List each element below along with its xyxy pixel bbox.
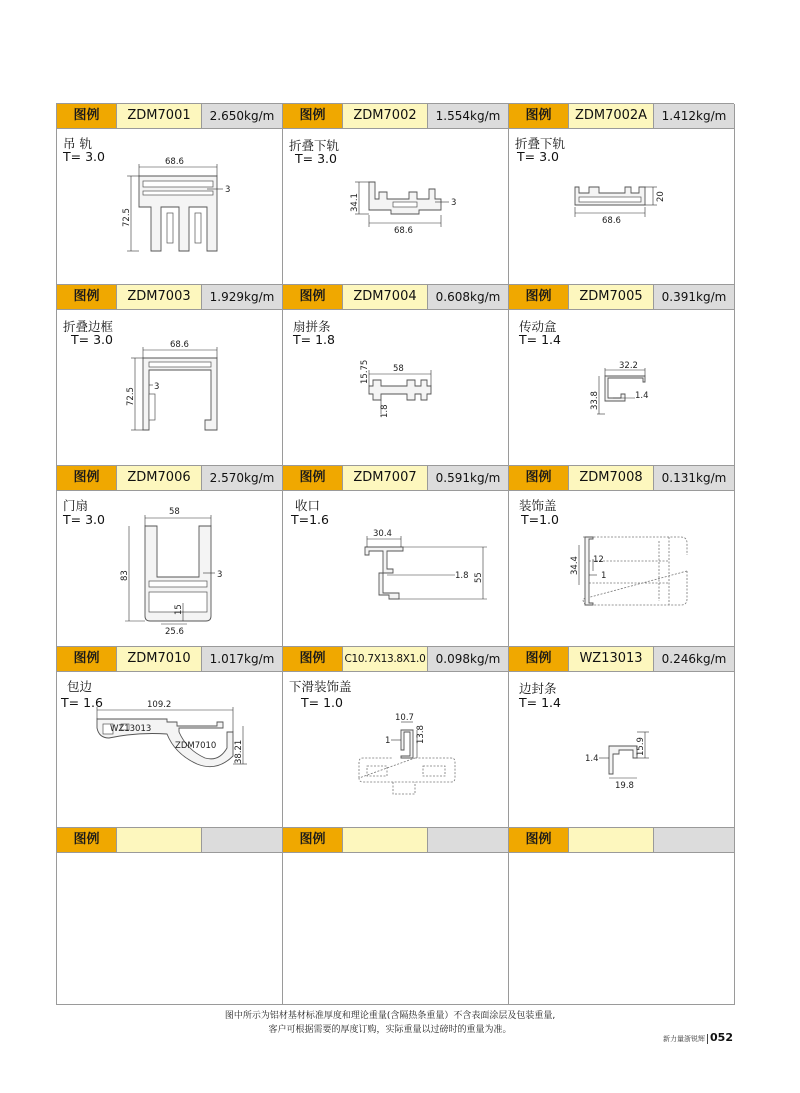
page-footer	[663, 1031, 733, 1044]
legend-label: 图例	[283, 104, 342, 128]
profile-weight: 0.391kg/m	[654, 285, 734, 309]
profile-code: WZ13013	[568, 647, 654, 671]
dim-height: 34.4	[570, 556, 580, 575]
profile-weight: 1.554kg/m	[428, 104, 508, 128]
dim-height: 83	[120, 570, 130, 581]
profile-code: ZDM7002	[342, 104, 428, 128]
cell-header	[57, 285, 282, 310]
profile-name: 传动盒	[519, 319, 557, 334]
profile-weight: 0.246kg/m	[654, 647, 734, 671]
legend-label: 图例	[283, 828, 342, 852]
profile-cell-zdm7002	[283, 104, 509, 285]
cell-header	[509, 285, 734, 310]
profile-thickness: T= 1.6	[61, 695, 103, 710]
dim-width: 109.2	[147, 700, 172, 710]
profile-code	[568, 828, 654, 852]
profile-drawing	[283, 672, 508, 827]
profile-name: 装饰盖	[519, 498, 557, 513]
page-number: 052	[710, 1031, 733, 1044]
dim-width: 68.6	[165, 157, 184, 167]
dim-height: 38.21	[234, 739, 244, 764]
profile-cell-c10	[283, 647, 509, 828]
profile-weight	[654, 828, 734, 852]
profile-thickness: T= 3.0	[63, 512, 105, 527]
dim-width: 32.2	[619, 361, 638, 371]
empty-cell-2	[283, 828, 509, 1005]
profile-weight: 2.650kg/m	[202, 104, 282, 128]
profile-code: ZDM7006	[116, 466, 202, 490]
catalog-row-5	[57, 828, 734, 1008]
legend-label: 图例	[509, 285, 568, 309]
cell-header	[509, 647, 734, 672]
catalog-row-3	[57, 466, 734, 646]
profile-weight: 1.929kg/m	[202, 285, 282, 309]
dim-width: 30.4	[373, 529, 392, 539]
divider	[707, 1034, 708, 1044]
profile-drawing	[509, 129, 734, 284]
empty-cell-1	[57, 828, 283, 1005]
profile-code: ZDM7002A	[568, 104, 654, 128]
dim-width: 10.7	[395, 713, 414, 723]
profile-cell-zdm7008	[509, 466, 735, 647]
profile-name: 包边	[67, 679, 93, 694]
catalog-row-2	[57, 285, 734, 465]
cell-header	[509, 466, 734, 491]
profile-thickness: T= 1.8	[293, 332, 335, 347]
profile-name: 吊 轨	[63, 136, 92, 151]
profile-drawing	[57, 310, 282, 465]
profile-code	[342, 828, 428, 852]
profile-drawing	[283, 310, 508, 465]
legend-label: 图例	[57, 647, 116, 671]
profile-weight	[202, 828, 282, 852]
profile-cell-zdm7001	[57, 104, 283, 285]
profile-drawing	[509, 310, 734, 465]
profile-drawing	[57, 491, 282, 646]
dim-thickness: 1.8	[455, 571, 469, 581]
profile-code	[116, 828, 202, 852]
profile-code: C10.7X13.8X1.0	[342, 647, 428, 671]
profile-thickness: T=1.0	[521, 512, 559, 527]
profile-thickness: T= 1.0	[301, 695, 343, 710]
dim-height: 72.5	[122, 208, 132, 227]
profile-catalog-grid	[56, 103, 734, 1005]
profile-cell-zdm7006	[57, 466, 283, 647]
profile-name: 扇拼条	[293, 319, 331, 334]
profile-drawing	[57, 672, 282, 827]
profile-thickness: T= 3.0	[295, 151, 337, 166]
profile-weight: 1.017kg/m	[202, 647, 282, 671]
profile-code: ZDM7001	[116, 104, 202, 128]
legend-label: 图例	[57, 466, 116, 490]
profile-cell-zdm7005	[509, 285, 735, 466]
profile-name: 下滑装饰盖	[289, 679, 352, 694]
profile-thickness: T= 1.4	[519, 695, 561, 710]
dim-thickness: 3	[154, 382, 160, 392]
dim-width: 58	[169, 507, 180, 517]
profile-weight	[428, 828, 508, 852]
profile-thickness: T=1.6	[291, 512, 329, 527]
dim-thickness: 1.8	[380, 404, 390, 418]
dim-width: 19.8	[615, 781, 634, 791]
catalog-row-1	[57, 104, 734, 284]
profile-name: 折叠下轨	[289, 138, 340, 153]
legend-label: 图例	[283, 466, 342, 490]
profile-thickness: T= 3.0	[517, 149, 559, 164]
profile-weight: 2.570kg/m	[202, 466, 282, 490]
profile-weight: 0.098kg/m	[428, 647, 508, 671]
dim-width: 68.6	[394, 226, 413, 236]
dim-gap: 15	[174, 604, 184, 615]
profile-drawing	[509, 491, 734, 646]
legend-label: 图例	[509, 466, 568, 490]
profile-name: 门扇	[63, 498, 89, 513]
profile-drawing	[57, 129, 282, 284]
profile-cell-zdm7002a	[509, 104, 735, 285]
profile-weight: 0.608kg/m	[428, 285, 508, 309]
profile-thickness: T= 3.0	[71, 332, 113, 347]
dim-height: 34.1	[350, 193, 360, 212]
profile-weight: 1.412kg/m	[654, 104, 734, 128]
profile-drawing	[283, 129, 508, 284]
dim-height: 55	[474, 572, 484, 583]
dim-thickness: 3	[451, 198, 457, 208]
cell-header	[57, 104, 282, 129]
cell-header	[57, 828, 282, 853]
footnote-line-2: 客户可根据需要的厚度订购，实际重量以过磅时的重量为准。	[268, 1025, 512, 1035]
profile-cell-wz13013	[509, 647, 735, 828]
dim-width: 68.6	[170, 340, 189, 350]
cell-header	[283, 647, 508, 672]
profile-code: ZDM7005	[568, 285, 654, 309]
dim-thickness: 1.4	[585, 754, 599, 764]
cell-header	[283, 285, 508, 310]
cell-header	[509, 828, 734, 853]
dim-width: 68.6	[602, 216, 621, 226]
profile-name: 边封条	[519, 681, 557, 696]
dim-height: 13.8	[416, 725, 426, 744]
profile-drawing	[283, 491, 508, 646]
dim-thickness: 1.4	[635, 391, 649, 401]
cell-header	[283, 104, 508, 129]
part-label-wz13013: WZ13013	[110, 724, 152, 734]
series-name: 新力量浙锐辉	[663, 1035, 706, 1043]
profile-thickness: T= 3.0	[63, 149, 105, 164]
legend-label: 图例	[283, 285, 342, 309]
profile-name: 收口	[295, 498, 321, 513]
dim-height: 15.9	[636, 737, 646, 756]
empty-cell-3	[509, 828, 735, 1005]
profile-cell-zdm7010	[57, 647, 283, 828]
profile-weight: 0.131kg/m	[654, 466, 734, 490]
profile-code: ZDM7008	[568, 466, 654, 490]
legend-label: 图例	[57, 828, 116, 852]
dim-thickness: 1	[385, 736, 391, 746]
profile-cell-zdm7007	[283, 466, 509, 647]
profile-code: ZDM7004	[342, 285, 428, 309]
dim-height: 33.8	[590, 391, 600, 410]
cell-header	[283, 466, 508, 491]
dim-top: 12	[593, 555, 604, 565]
legend-label: 图例	[57, 285, 116, 309]
dim-height: 20	[656, 191, 666, 202]
profile-code: ZDM7010	[116, 647, 202, 671]
profile-drawing	[509, 672, 734, 827]
legend-label: 图例	[509, 647, 568, 671]
legend-label: 图例	[509, 828, 568, 852]
profile-weight: 0.591kg/m	[428, 466, 508, 490]
dim-thickness: 3	[225, 185, 231, 195]
profile-name: 折叠边框	[63, 319, 114, 334]
dim-bottom: 25.6	[165, 627, 184, 637]
dim-height: 72.5	[126, 387, 136, 406]
legend-label: 图例	[509, 104, 568, 128]
profile-name: 折叠下轨	[515, 136, 566, 151]
profile-code: ZDM7003	[116, 285, 202, 309]
dim-height: 15.75	[360, 359, 370, 384]
footnote-line-1: 图中所示为铝材基材标准厚度和理论重量(含隔热条重量）不含表面涂层及包装重量,	[224, 1011, 556, 1021]
cell-header	[509, 104, 734, 129]
cell-header	[283, 828, 508, 853]
cell-header	[57, 466, 282, 491]
catalog-row-4	[57, 647, 734, 827]
dim-thickness: 3	[217, 570, 223, 580]
profile-code: ZDM7007	[342, 466, 428, 490]
part-label-zdm7010: ZDM7010	[175, 741, 217, 751]
dim-thickness: 1	[601, 571, 607, 581]
legend-label: 图例	[283, 647, 342, 671]
legend-label: 图例	[57, 104, 116, 128]
profile-cell-zdm7004	[283, 285, 509, 466]
cell-header	[57, 647, 282, 672]
dim-width: 58	[393, 364, 404, 374]
profile-thickness: T= 1.4	[519, 332, 561, 347]
profile-cell-zdm7003	[57, 285, 283, 466]
